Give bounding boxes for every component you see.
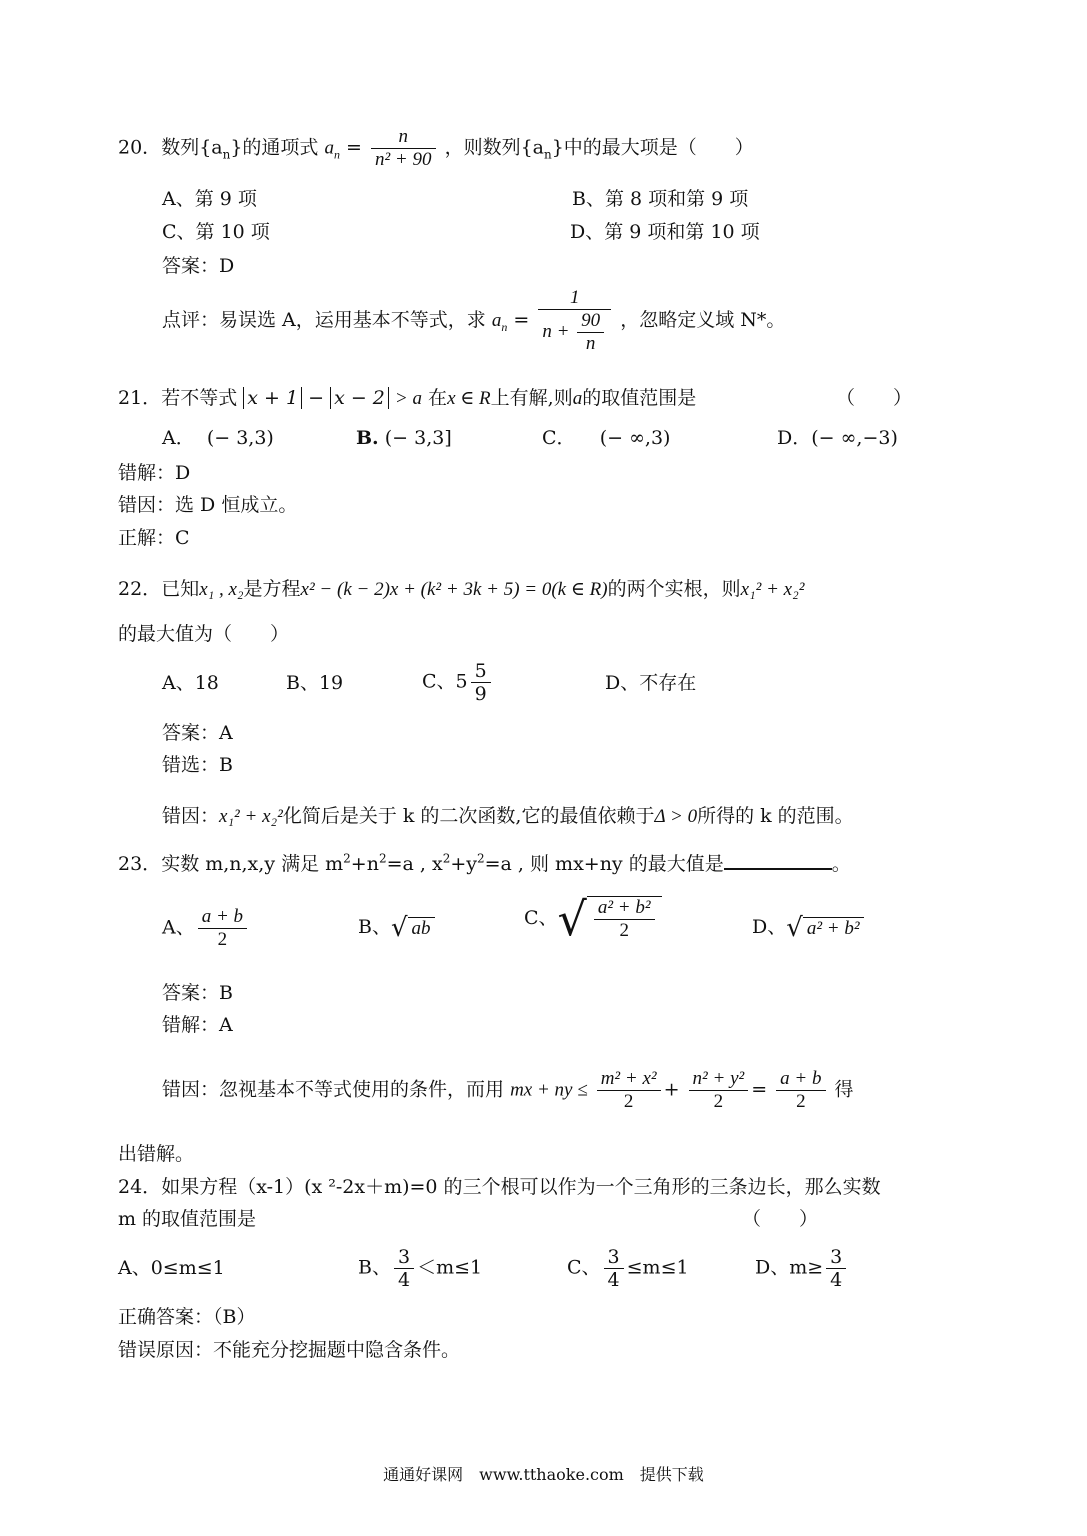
q20-option-d: D、第 9 项和第 10 项 [570, 221, 760, 243]
q24-option-d: D、m≥ $\frac{3}{4}$ [755, 1246, 849, 1291]
q22-option-a: A、18 [162, 672, 219, 694]
q24-option-b: B、 $\frac{3}{4}$ ＜m≤1 [358, 1246, 483, 1291]
q20-option-b: B、第 8 项和第 9 项 [572, 188, 749, 210]
q20-answer: 答案：D [162, 255, 235, 277]
q23-wrong-reason-line2: 出错解。 [118, 1143, 195, 1165]
q21-option-b: B. (− 3,3] [356, 427, 452, 449]
q22-wrong-pick: 错选：B [162, 754, 233, 776]
q24-stem-line2: m 的取值范围是 [118, 1208, 257, 1230]
q23-wrong-reason: 错因：忽视基本不等式使用的条件，而用 mx + ny ≤ $\frac{\text{m² + x²}}{2}$ + $\frac{\text{n² + y²}}{2}$ = $\frac{a + b}{2}$ 得 [162, 1068, 854, 1112]
q24-reason: 错误原因：不能充分挖掘题中隐含条件。 [118, 1339, 461, 1361]
q24-answer: 正确答案：（B） [118, 1306, 256, 1328]
q21-paren: （ ） [836, 387, 913, 409]
q20-formula: $\frac{n}{\text{n² + 90}}$ [371, 126, 436, 171]
q23-answer: 答案：B [162, 982, 233, 1004]
q22-stem: 22．已知x₁ , x₂是方程x² − (k − 2)x + (k² + 3k + 5) = 0(k ∈ R)的两个实根，则x₁² + x₂² [118, 578, 805, 600]
q24-paren: （ ） [742, 1208, 819, 1230]
q23-option-a: A、 $\frac{a + b}{2}$ [162, 906, 250, 951]
q20-option-c: C、第 10 项 [162, 221, 270, 243]
q22-option-c: C、5 $\frac{5}{9}$ [422, 660, 494, 705]
q24-option-a: A、0≤m≤1 [118, 1257, 225, 1279]
q23-option-d: D、√ a² + b² [752, 916, 864, 940]
q23-stem: 23．实数 m,n,x,y 满足 $m^2+n^2=a$ , $x^2+y^2=a$ , 则 mx+ny 的最大值是 。 [118, 851, 851, 875]
q20-comment: 点评：易误选 A，运用基本不等式，求 $a_n$ = 1 n + $\frac{90}{n}$ ，忽略定义域 N*。 [162, 287, 786, 354]
q21-option-d: D．(− ∞,−3) [777, 427, 898, 449]
q23-wrong-solution: 错解：A [162, 1014, 233, 1036]
q22-option-d: D、不存在 [605, 672, 697, 694]
page-footer: 通通好课网 www.tthaoke.com 提供下载 [383, 1465, 704, 1484]
q22-stem-line2: 的最大值为（ ） [118, 623, 290, 645]
q24-stem: 24．如果方程（x-1）(x ²-2x＋m)=0 的三个根可以作为一个三角形的三条边长，那么实数 [118, 1176, 881, 1198]
q21-option-c: C． (− ∞,3) [542, 427, 671, 449]
q21-option-a: A． (− 3,3) [162, 427, 274, 449]
q21-wrong-solution: 错解：D [118, 462, 191, 484]
q22-wrong-reason: 错因：x₁² + x₂²化简后是关于 k 的二次函数,它的最值依赖于Δ > 0所得的 k 的范围。 [162, 805, 854, 827]
q23-option-b: B、√ ab [358, 916, 435, 940]
q22-option-b: B、19 [286, 672, 344, 694]
q24-option-c: C、 $\frac{3}{4}$ ≤m≤1 [567, 1246, 689, 1291]
q21-wrong-reason: 错因：选 D 恒成立。 [118, 494, 298, 516]
q23-option-c: C、√ $\frac{\text{a² + b²}}{2}$ [524, 896, 662, 942]
q20-option-a: A、第 9 项 [162, 188, 257, 210]
q22-answer: 答案：A [162, 722, 233, 744]
q21-stem: 21．若不等式 x + 1 − x − 2 > a 在x ∈ R上有解,则a的取值范围是 [118, 387, 697, 409]
q20-stem: 20．数列$\{a_n\}$的通项式 $a_n$ = $\frac{n}{\text{n² + 90}}$ ，则数列$\{a_n\}$中的最大项是（ ） [118, 126, 754, 170]
q21-correct-solution: 正解：C [118, 527, 190, 549]
answer-blank[interactable] [724, 852, 832, 870]
